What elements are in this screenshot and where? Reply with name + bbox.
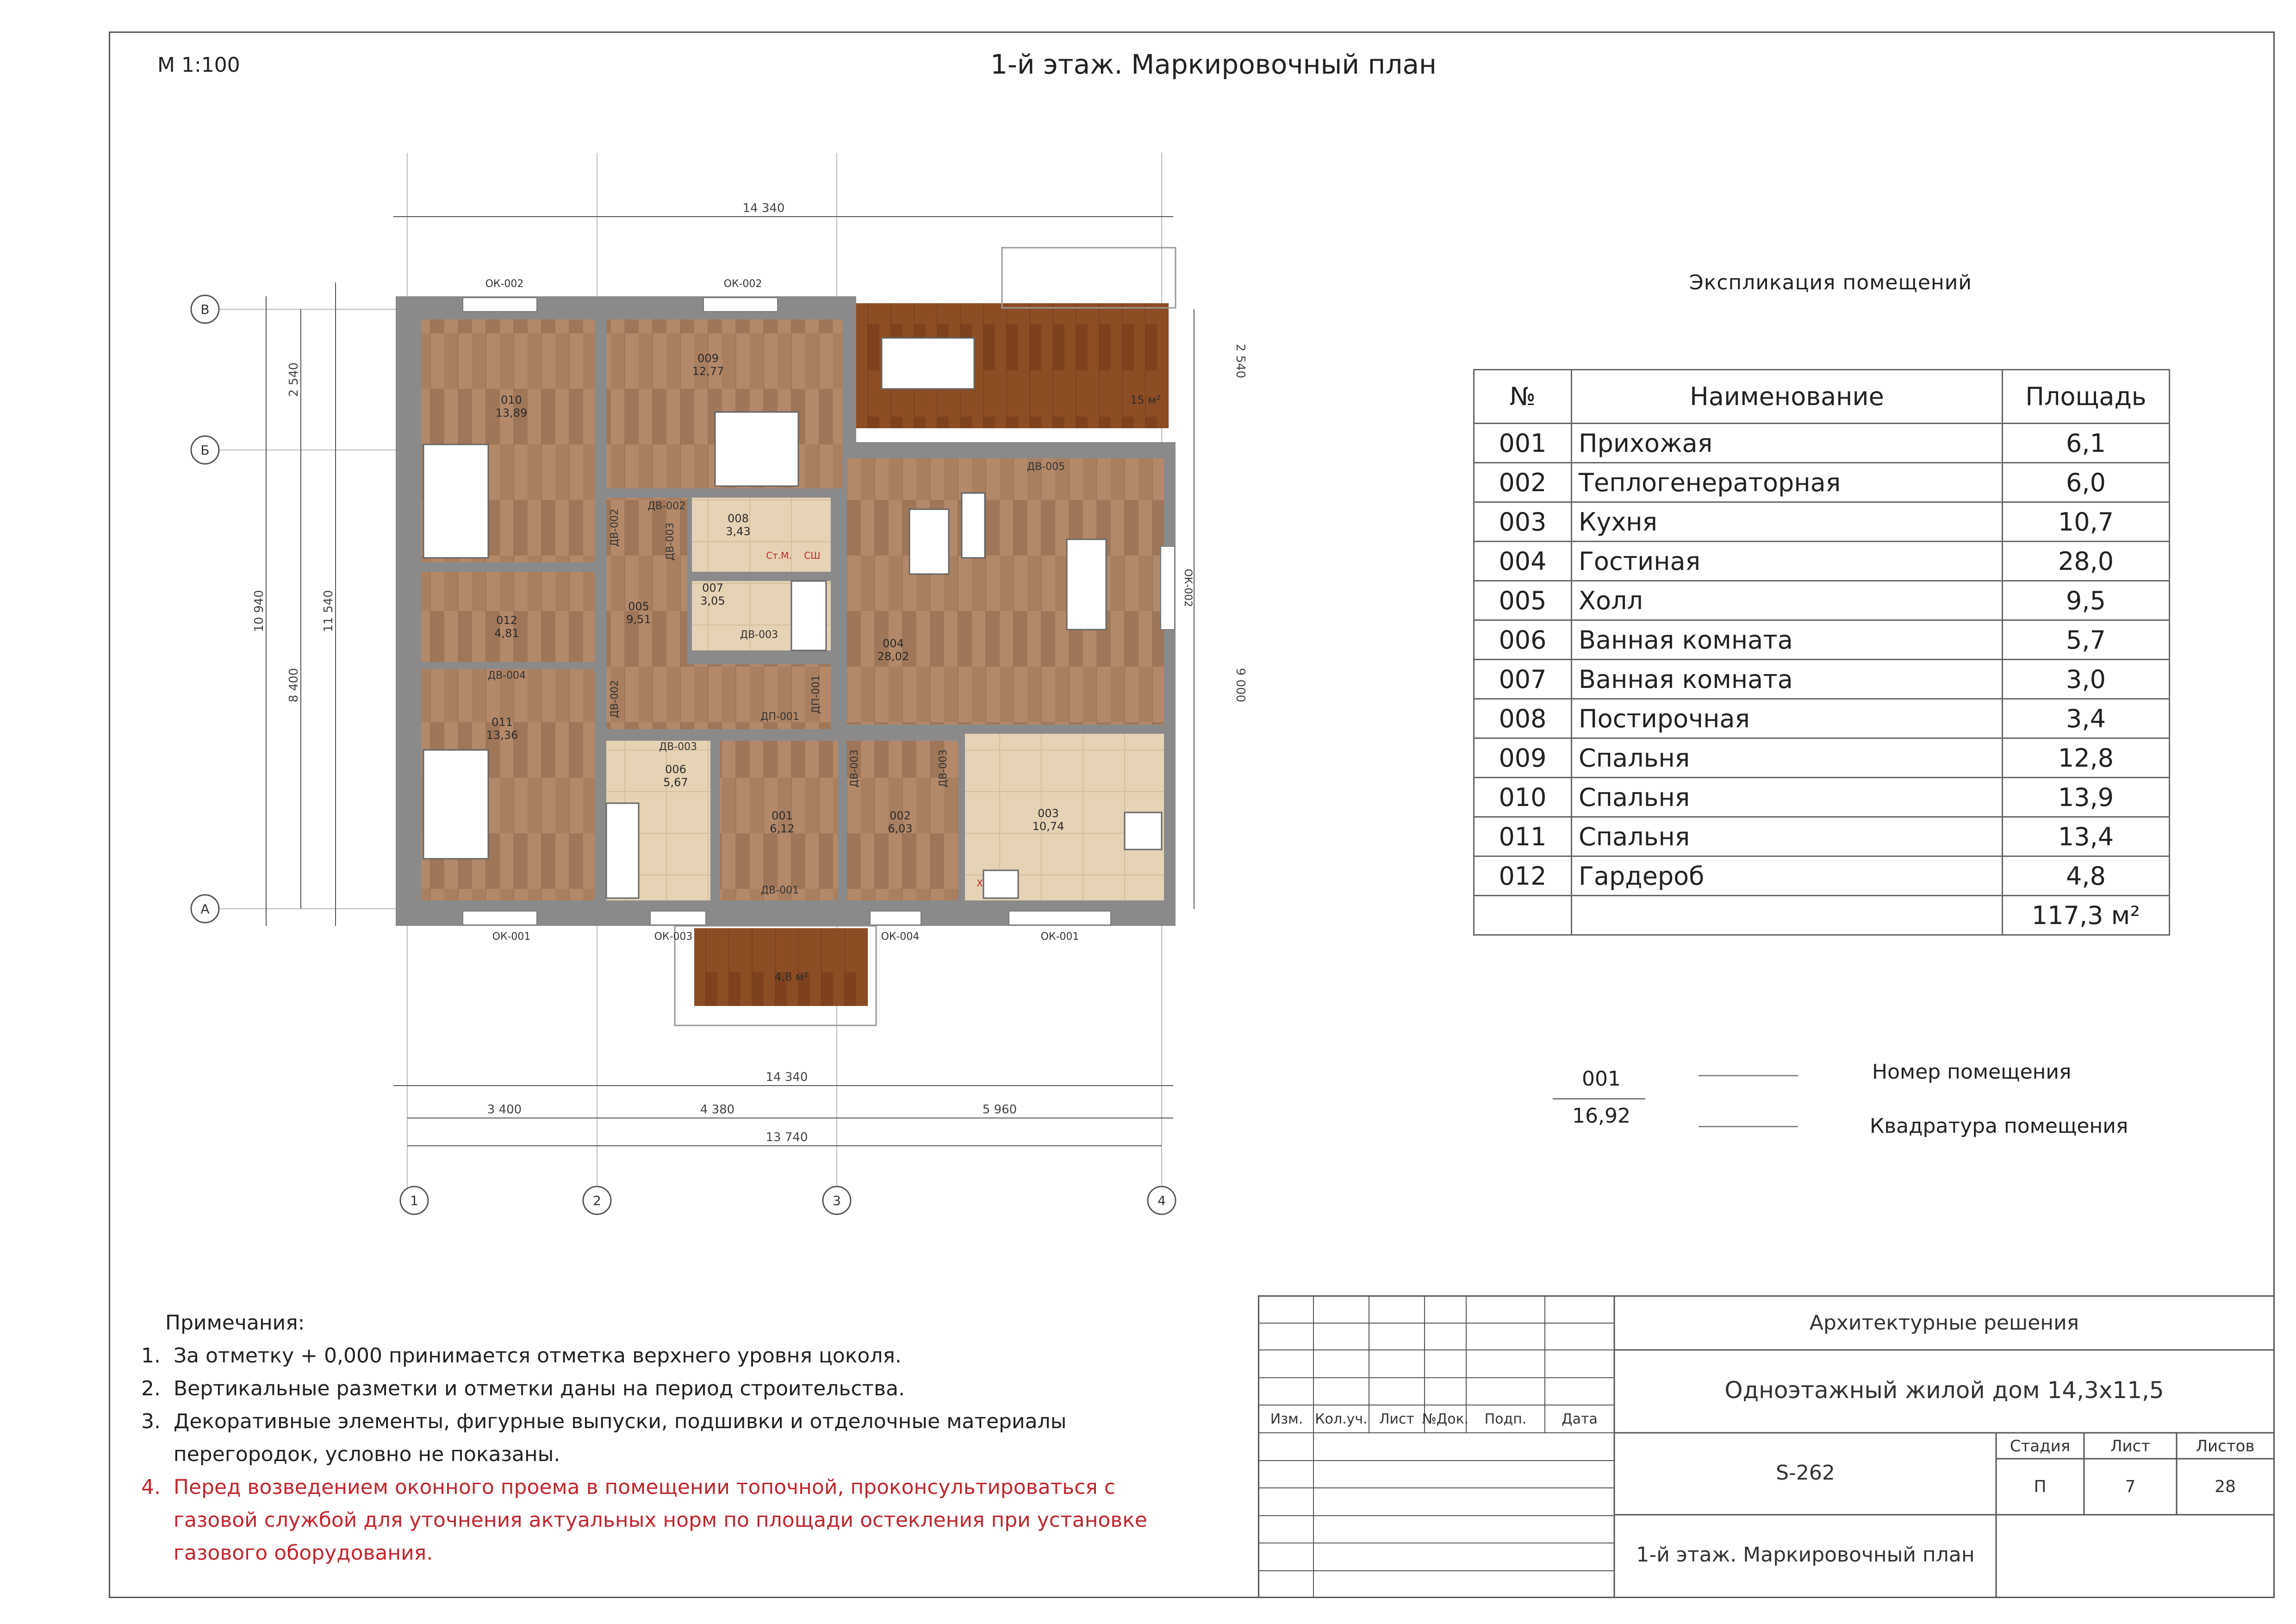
explication-table: [1473, 369, 2170, 936]
dim-part-3: 5 960: [982, 1103, 1017, 1117]
note-item: 3. Декоративные элементы, фигурные выпуски, подшивки и отделочные материалы: [141, 1410, 1067, 1433]
dim-left-inner: 10 940: [252, 590, 266, 632]
axis-col-2: 2: [593, 1193, 601, 1208]
title-block: [1258, 1295, 2275, 1598]
table-row: 006 Ванная комната 5,7: [1474, 620, 2170, 660]
dim-left-outer: 11 540: [322, 590, 336, 632]
axis-row-v: В: [200, 302, 210, 317]
note-item-red: газового оборудования.: [141, 1541, 433, 1565]
terrace-area: 15 м²: [1130, 394, 1161, 406]
svg-text:ОК-002: ОК-002: [723, 278, 762, 290]
table-row: 012 Гардероб 4,8: [1474, 856, 2170, 896]
svg-text:ОК-003: ОК-003: [654, 931, 693, 943]
legend-leader: [1699, 1075, 1798, 1076]
stamp-sheet-title: 1-й этаж. Маркировочный план: [1636, 1543, 1975, 1567]
dim-top: 14 340: [742, 201, 785, 215]
svg-text:12,77: 12,77: [692, 365, 724, 378]
room-num: 005: [628, 600, 649, 613]
svg-text:ДВ-002: ДВ-002: [647, 500, 686, 512]
svg-text:ОК-001: ОК-001: [1040, 931, 1079, 943]
svg-text:13,36: 13,36: [486, 729, 518, 742]
svg-text:ДП-001: ДП-001: [760, 711, 799, 723]
axis-col-1: 1: [410, 1193, 418, 1208]
note-item-red: 4. Перед возведением оконного проема в помещении топочной, проконсультироваться с: [141, 1475, 1115, 1499]
scale-label: М 1:100: [157, 53, 240, 77]
stamp-col: Изм.: [1270, 1411, 1303, 1427]
stamp-col: №Док.: [1422, 1411, 1469, 1427]
dim-part-2: 4 380: [700, 1103, 735, 1117]
dim-part-1: 3 400: [487, 1103, 522, 1117]
svg-text:ОК-001: ОК-001: [492, 931, 531, 943]
terrace-entrance: [694, 928, 868, 1006]
legend-room-number: 001: [1582, 1067, 1621, 1091]
svg-text:ДВ-002: ДВ-002: [609, 680, 621, 718]
table-row: 005 Холл 9,5: [1474, 581, 2170, 620]
note-item-red: газовой службой для уточнения актуальных норм по площади остекления при установке: [141, 1508, 1147, 1532]
note-item: перегородок, условно не показаны.: [141, 1443, 560, 1466]
stamp-stage-value: 28: [2215, 1477, 2236, 1496]
note-item: 2. Вертикальные разметки и отметки даны на период строительства.: [141, 1377, 905, 1400]
svg-text:9,51: 9,51: [626, 613, 651, 626]
stamp-stage-value: П: [2034, 1477, 2047, 1496]
legend-room-area: 16,92: [1572, 1104, 1630, 1128]
dim-left-a: 2 540: [287, 362, 301, 397]
table-row: 008 Постирочная 3,4: [1474, 699, 2170, 738]
svg-text:6,03: 6,03: [888, 822, 913, 835]
stamp-code: S-262: [1776, 1461, 1835, 1485]
legend-leader: [1699, 1126, 1798, 1127]
entrance-area: 4,8 м²: [774, 970, 809, 983]
room-num: 007: [702, 581, 723, 594]
legend-number-label: Номер помещения: [1872, 1060, 2072, 1084]
svg-text:ДВ-003: ДВ-003: [665, 522, 676, 561]
stamp-col: Кол.уч.: [1315, 1411, 1368, 1427]
dim-bottom: 14 340: [765, 1070, 808, 1084]
explication-title: Экспликация помещений: [1689, 271, 1972, 294]
table-total: 117,3 м²: [1474, 896, 2170, 935]
svg-text:ДП-001: ДП-001: [810, 675, 822, 714]
legend-area-label: Квадратура помещения: [1870, 1114, 2128, 1138]
axis-row-b: Б: [200, 443, 210, 458]
svg-text:ДВ-003: ДВ-003: [659, 741, 697, 753]
table-row: 007 Ванная комната 3,0: [1474, 660, 2170, 699]
stamp-stage-value: 7: [2125, 1477, 2136, 1496]
axis-col-4: 4: [1157, 1193, 1166, 1208]
svg-text:ДВ-001: ДВ-001: [760, 885, 799, 896]
dim-right-a: 2 540: [1233, 344, 1247, 379]
svg-text:ОК-002: ОК-002: [1182, 568, 1194, 607]
room-num: 010: [501, 394, 522, 406]
stamp-col: Подп.: [1484, 1411, 1527, 1427]
svg-text:ДВ-005: ДВ-005: [1027, 461, 1065, 473]
table-row: 001 Прихожая 6,1: [1474, 424, 2170, 463]
stamp-stage-header: Лист: [2110, 1437, 2151, 1455]
note-item: 1. За отметку + 0,000 принимается отметка верхнего уровня цоколя.: [141, 1344, 902, 1368]
svg-text:ДВ-003: ДВ-003: [740, 629, 778, 641]
table-row: 004 Гостиная 28,0: [1474, 542, 2170, 581]
svg-text:6,12: 6,12: [770, 822, 795, 835]
svg-text:10,74: 10,74: [1032, 820, 1064, 833]
svg-text:28,02: 28,02: [877, 650, 909, 663]
room-num: 011: [492, 716, 513, 729]
room-num: 006: [665, 763, 686, 776]
room-num: 002: [890, 809, 911, 822]
svg-text:ОК-004: ОК-004: [881, 931, 920, 943]
table-row: 011 Спальня 13,4: [1474, 817, 2170, 856]
stamp-section: Архитектурные решения: [1809, 1311, 2079, 1335]
sheet-title: 1-й этаж. Маркировочный план: [990, 49, 1437, 80]
axis-row-a: А: [200, 901, 210, 917]
room-num: 004: [883, 637, 904, 650]
room-num: 009: [697, 352, 719, 365]
notes: [141, 1306, 1147, 1569]
room-num: 012: [496, 614, 517, 627]
legend-divider: [1553, 1098, 1645, 1099]
svg-text:4,81: 4,81: [494, 627, 519, 640]
notes-title: Примечания:: [165, 1311, 305, 1335]
svg-text:ДВ-003: ДВ-003: [938, 749, 949, 788]
stamp-stage-header: Листов: [2196, 1437, 2255, 1455]
stamp-project: Одноэтажный жилой дом 14,3х11,5: [1724, 1377, 2164, 1404]
svg-text:ДВ-004: ДВ-004: [487, 670, 526, 681]
table-row: 010 Спальня 13,9: [1474, 778, 2170, 817]
dim-right-b: 9 000: [1233, 668, 1247, 703]
svg-text:Ст.М.: Ст.М.: [766, 550, 792, 561]
svg-text:ДВ-003: ДВ-003: [849, 749, 860, 788]
svg-text:3,43: 3,43: [726, 525, 751, 538]
table-row: 002 Теплогенераторная 6,0: [1474, 463, 2170, 502]
svg-text:3,05: 3,05: [700, 594, 725, 607]
svg-text:ДВ-002: ДВ-002: [609, 508, 621, 547]
svg-text:5,67: 5,67: [663, 776, 688, 789]
room-num: 003: [1038, 807, 1059, 820]
dim-left-b: 8 400: [287, 668, 301, 703]
dim-inner: 13 740: [765, 1131, 808, 1144]
table-row: 003 Кухня 10,7: [1474, 502, 2170, 542]
svg-text:ОК-002: ОК-002: [485, 278, 524, 290]
stamp-col: Лист: [1379, 1411, 1415, 1427]
svg-text:13,89: 13,89: [495, 406, 528, 419]
svg-text:СШ: СШ: [804, 550, 821, 561]
svg-text:X: X: [977, 878, 983, 889]
stamp-stage-header: Стадия: [2010, 1437, 2071, 1455]
table-row: 009 Спальня 12,8: [1474, 738, 2170, 778]
room-num: 008: [728, 512, 749, 525]
stamp-col: Дата: [1562, 1411, 1598, 1427]
axis-col-3: 3: [833, 1193, 841, 1208]
room-num: 001: [772, 809, 793, 822]
table-header: № Наименование Площадь: [1474, 370, 2170, 424]
